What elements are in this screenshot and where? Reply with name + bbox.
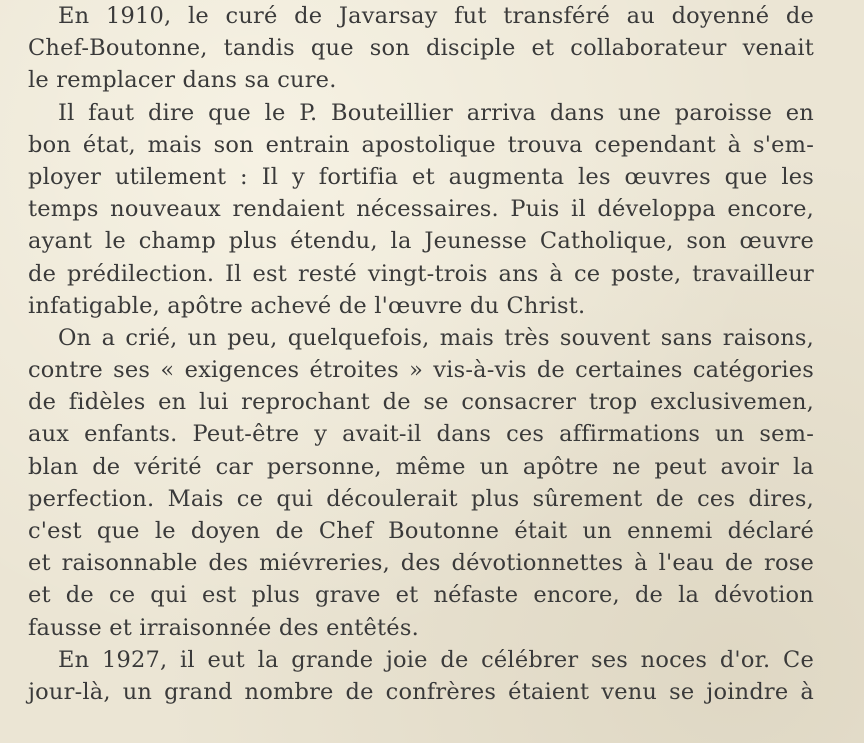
text-line: c'est que le doyen de Chef Boutonne était un ennemi déclaré [28, 518, 814, 544]
text-line: perfection. Mais ce qui découlerait plus sûrement de ces dires, [28, 485, 814, 512]
text-line: de fidèles en lui reprochant de se consacrer trop exclusivemen, [28, 389, 814, 416]
text-line: Chef-Boutonne, tandis que son disciple et collaborateur venait [28, 35, 814, 62]
text-line: contre ses « exigences étroites » vis-à-vis de certaines catégories [28, 357, 814, 384]
text-line: En 1927, il eut la grande joie de célébrer ses noces d'or. Ce [58, 646, 814, 673]
text-line: ployer utilement : Il y fortifia et augmenta les œuvres que les [28, 163, 814, 190]
text-line: fausse et irraisonnée des entêtés. [28, 614, 419, 641]
text-line: aux enfants. Peut-être y avait-il dans ces affirmations un sem- [28, 421, 814, 448]
text-line: bon état, mais son entrain apostolique trouva cependant à s'em- [28, 131, 814, 158]
text-line: temps nouveaux rendaient nécessaires. Puis il développa encore, [28, 196, 814, 223]
text-line: ayant le champ plus étendu, la Jeunesse Catholique, son œuvre [28, 228, 814, 255]
text-line: En 1910, le curé de Javarsay fut transféré au doyenné de [58, 3, 814, 29]
text-line: On a crié, un peu, quelquefois, mais très souvent sans raisons, [58, 324, 814, 351]
body-text [28, 0, 814, 708]
text-line: infatigable, apôtre achevé de l'œuvre du Christ. [28, 292, 586, 319]
text-line: Il faut dire que le P. Bouteillier arriva dans une paroisse en [58, 99, 814, 126]
text-line: le remplacer dans sa cure. [28, 67, 337, 94]
text-line: et raisonnable des miévreries, des dévotionnettes à l'eau de rose [28, 550, 814, 577]
text-line: de prédilection. Il est resté vingt-trois ans à ce poste, travailleur [28, 260, 814, 287]
text-line: et de ce qui est plus grave et néfaste encore, de la dévotion [28, 582, 814, 609]
text-line: jour-là, un grand nombre de confrères étaient venu se joindre à [28, 678, 814, 705]
text-line: blan de vérité car personne, même un apôtre ne peut avoir la [28, 453, 814, 480]
